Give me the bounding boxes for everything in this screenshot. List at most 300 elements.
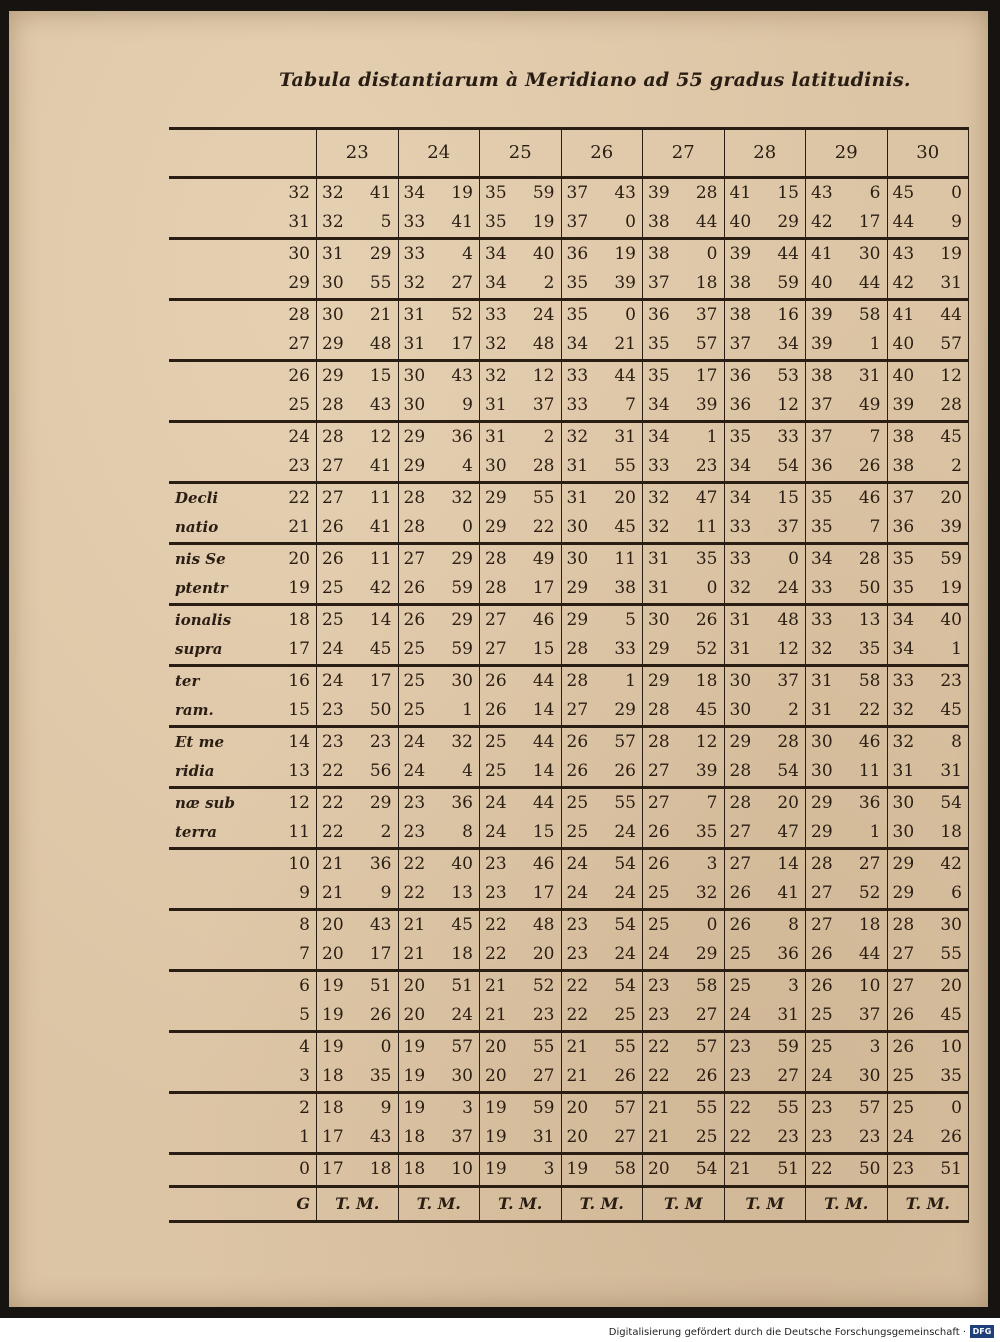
declination-degree: 26: [235, 362, 317, 391]
row-group: [169, 423, 969, 484]
value-minutes: 32: [695, 883, 718, 903]
value-degrees: 24: [403, 761, 426, 781]
value-minutes: 55: [614, 793, 636, 813]
value-cell: [725, 269, 807, 298]
value-degrees: 23: [648, 1005, 670, 1025]
value-cell: [643, 850, 725, 879]
value-cell: [725, 667, 807, 696]
value-minutes: 43: [451, 366, 473, 386]
value-cell: [480, 545, 562, 574]
value-minutes: 50: [369, 700, 392, 720]
value-minutes: 55: [614, 1037, 636, 1057]
value-degrees: 33: [485, 305, 507, 325]
value-cell: [480, 789, 562, 818]
value-minutes: 59: [532, 1098, 555, 1118]
value-cell: [480, 696, 562, 725]
value-cell: [317, 484, 399, 513]
value-cell: [806, 911, 888, 940]
declination-degree: 12: [235, 789, 317, 818]
value-cell: [317, 850, 399, 879]
value-minutes: 42: [369, 578, 392, 598]
value-degrees: 31: [892, 761, 915, 781]
value-degrees: 26: [403, 578, 426, 598]
value-cell: [725, 513, 807, 542]
value-cell: [317, 423, 399, 452]
value-degrees: 25: [566, 793, 589, 813]
value-cell: [317, 696, 399, 725]
declination-degree: 2: [235, 1094, 317, 1123]
header-latitude: 26: [562, 130, 644, 176]
value-degrees: 20: [322, 944, 344, 964]
value-minutes: 2: [788, 700, 799, 720]
value-cell: [399, 423, 481, 452]
value-degrees: 34: [648, 427, 670, 447]
value-minutes: 19: [614, 244, 636, 264]
value-cell: [480, 940, 562, 969]
value-cell: [317, 1001, 399, 1030]
value-minutes: 15: [369, 366, 392, 386]
value-degrees: 19: [322, 1005, 344, 1025]
value-minutes: 32: [451, 488, 473, 508]
value-minutes: 8: [462, 822, 473, 842]
value-minutes: 55: [695, 1098, 718, 1118]
value-cell: [317, 574, 399, 603]
value-minutes: 57: [614, 732, 636, 752]
side-label: [169, 850, 235, 879]
value-degrees: 21: [403, 944, 426, 964]
value-minutes: 27: [695, 1005, 718, 1025]
value-cell: [888, 696, 970, 725]
value-minutes: 9: [951, 212, 962, 232]
value-minutes: 37: [777, 517, 799, 537]
value-degrees: 32: [648, 517, 670, 537]
value-minutes: 39: [695, 761, 718, 781]
value-cell: [643, 818, 725, 847]
value-minutes: 44: [614, 366, 636, 386]
value-cell: [725, 635, 807, 664]
value-minutes: 24: [614, 822, 636, 842]
value-minutes: 36: [858, 793, 881, 813]
value-cell: [643, 911, 725, 940]
value-cell: [643, 1001, 725, 1030]
value-degrees: 30: [892, 822, 915, 842]
value-degrees: 40: [811, 273, 833, 293]
value-degrees: 29: [485, 488, 507, 508]
value-degrees: 20: [566, 1127, 589, 1147]
value-minutes: 59: [777, 273, 799, 293]
side-label: nis Se: [175, 550, 226, 568]
table-row: [169, 696, 969, 725]
value-degrees: 28: [648, 700, 670, 720]
value-cell: [399, 330, 481, 359]
value-cell: [725, 1123, 807, 1152]
row-group: [169, 850, 969, 911]
value-minutes: 12: [777, 639, 799, 659]
value-minutes: 47: [777, 822, 799, 842]
value-minutes: 17: [532, 578, 555, 598]
value-minutes: 29: [451, 549, 473, 569]
value-degrees: 24: [648, 944, 670, 964]
value-cell: [317, 818, 399, 847]
value-degrees: 26: [811, 976, 833, 996]
value-degrees: 25: [892, 1098, 915, 1118]
value-minutes: 31: [858, 366, 881, 386]
value-cell: [562, 911, 644, 940]
value-degrees: 26: [892, 1005, 915, 1025]
value-cell: [562, 301, 644, 330]
value-cell: [317, 757, 399, 786]
value-degrees: 25: [403, 671, 426, 691]
value-degrees: 28: [403, 517, 426, 537]
value-degrees: 34: [729, 488, 752, 508]
book-page: [9, 11, 988, 1307]
value-minutes: 41: [777, 883, 799, 903]
value-cell: [480, 911, 562, 940]
value-degrees: 42: [892, 273, 915, 293]
side-label: [169, 1155, 235, 1185]
value-minutes: 57: [858, 1098, 881, 1118]
value-cell: [888, 728, 970, 757]
value-cell: [562, 423, 644, 452]
value-degrees: 25: [729, 944, 752, 964]
value-degrees: 44: [892, 212, 915, 232]
row-group: [169, 667, 969, 728]
value-cell: [317, 452, 399, 481]
table-row: [169, 484, 969, 513]
value-degrees: 22: [566, 976, 589, 996]
value-degrees: 23: [403, 822, 426, 842]
value-cell: [806, 1062, 888, 1091]
value-cell: [480, 484, 562, 513]
value-minutes: 6: [869, 183, 881, 203]
value-cell: [317, 728, 399, 757]
value-cell: [806, 1094, 888, 1123]
value-degrees: 30: [566, 517, 589, 537]
value-degrees: 27: [403, 549, 426, 569]
value-minutes: 45: [451, 915, 473, 935]
zero-row-group: [169, 1155, 969, 1188]
value-degrees: 38: [648, 212, 670, 232]
value-degrees: 23: [322, 700, 344, 720]
value-cell: [480, 179, 562, 208]
value-minutes: 17: [695, 366, 718, 386]
row-group: [169, 911, 969, 972]
value-minutes: 52: [695, 639, 718, 659]
value-minutes: 48: [369, 334, 392, 354]
value-degrees: 43: [892, 244, 915, 264]
value-degrees: 39: [892, 395, 915, 415]
value-degrees: 26: [485, 671, 507, 691]
side-label: ridia: [175, 762, 215, 780]
value-minutes: 49: [532, 549, 555, 569]
value-cell: [562, 635, 644, 664]
value-minutes: 39: [614, 273, 636, 293]
value-cell: [725, 301, 807, 330]
value-cell: [725, 179, 807, 208]
value-degrees: 31: [811, 671, 833, 691]
value-minutes: 5: [625, 610, 636, 630]
value-cell: [399, 818, 481, 847]
value-cell: [317, 301, 399, 330]
value-cell: [317, 391, 399, 420]
value-cell: [399, 1001, 481, 1030]
value-cell: [399, 1062, 481, 1091]
table-row: [169, 667, 969, 696]
value-cell: [725, 911, 807, 940]
value-degrees: 23: [566, 944, 589, 964]
value-minutes: 35: [695, 822, 718, 842]
value-cell: [480, 452, 562, 481]
value-minutes: 19: [940, 578, 962, 598]
value-degrees: 20: [566, 1098, 589, 1118]
declination-degree: 1: [235, 1123, 317, 1152]
value-cell: [888, 423, 970, 452]
side-label: [169, 330, 235, 359]
value-minutes: 37: [858, 1005, 881, 1025]
value-minutes: 12: [940, 366, 962, 386]
value-cell: [480, 208, 562, 237]
value-minutes: 55: [532, 488, 555, 508]
value-degrees: 21: [485, 1005, 507, 1025]
value-cell: [806, 635, 888, 664]
value-degrees: 30: [892, 793, 915, 813]
table-row: [169, 1094, 969, 1123]
value-degrees: 20: [485, 1066, 507, 1086]
value-minutes: 1: [625, 671, 636, 691]
value-degrees: 33: [403, 244, 426, 264]
value-degrees: 24: [485, 793, 507, 813]
value-minutes: 33: [777, 427, 799, 447]
value-minutes: 26: [614, 761, 636, 781]
value-degrees: 22: [729, 1127, 752, 1147]
value-cell: [806, 818, 888, 847]
value-cell: [562, 574, 644, 603]
value-degrees: 28: [892, 915, 915, 935]
value-minutes: 27: [532, 1066, 555, 1086]
value-cell: [725, 789, 807, 818]
value-minutes: 48: [777, 610, 799, 630]
value-degrees: 22: [729, 1098, 752, 1118]
value-cell: [643, 940, 725, 969]
value-minutes: 51: [940, 1159, 962, 1179]
value-minutes: 41: [451, 212, 473, 232]
value-degrees: 27: [729, 854, 752, 874]
footer-unit-label: T. M.: [562, 1188, 644, 1220]
value-degrees: 31: [403, 305, 426, 325]
value-cell: [399, 1094, 481, 1123]
value-minutes: 30: [451, 1066, 473, 1086]
value-cell: [888, 1094, 970, 1123]
value-degrees: 32: [485, 366, 507, 386]
value-degrees: 29: [892, 854, 915, 874]
value-minutes: 12: [532, 366, 555, 386]
table-row: [169, 911, 969, 940]
value-minutes: 49: [858, 395, 881, 415]
side-label: [169, 301, 235, 330]
value-degrees: 32: [729, 578, 752, 598]
value-degrees: 25: [403, 639, 426, 659]
value-cell: [399, 362, 481, 391]
value-degrees: 18: [403, 1127, 426, 1147]
value-minutes: 44: [532, 732, 555, 752]
value-cell: [725, 940, 807, 969]
value-degrees: 35: [485, 183, 507, 203]
value-cell: [888, 240, 970, 269]
side-label: ionalis: [175, 611, 232, 629]
value-degrees: 34: [485, 273, 507, 293]
value-cell: [806, 391, 888, 420]
value-degrees: 41: [811, 244, 833, 264]
value-cell: [317, 972, 399, 1001]
value-degrees: 33: [403, 212, 426, 232]
value-degrees: 40: [729, 212, 752, 232]
value-degrees: 29: [811, 793, 833, 813]
value-degrees: 25: [729, 976, 752, 996]
value-degrees: 21: [566, 1037, 589, 1057]
value-cell: [888, 208, 970, 237]
value-degrees: 21: [566, 1066, 589, 1086]
value-degrees: 36: [729, 395, 752, 415]
value-degrees: 31: [566, 456, 589, 476]
value-cell: [643, 362, 725, 391]
value-degrees: 24: [322, 639, 344, 659]
table-row: [169, 1033, 969, 1062]
value-degrees: 20: [403, 976, 426, 996]
side-label: [169, 240, 235, 269]
value-cell: [725, 696, 807, 725]
side-label: [169, 423, 235, 452]
value-cell: [888, 452, 970, 481]
value-cell: [399, 850, 481, 879]
value-minutes: 9: [462, 395, 473, 415]
distance-table: [169, 127, 969, 1223]
value-degrees: 34: [566, 334, 589, 354]
value-cell: [643, 513, 725, 542]
value-cell: [643, 391, 725, 420]
value-degrees: 37: [729, 334, 752, 354]
row-group: [169, 789, 969, 850]
value-minutes: 39: [695, 395, 718, 415]
value-cell: [725, 972, 807, 1001]
value-minutes: 59: [777, 1037, 799, 1057]
value-minutes: 20: [940, 976, 962, 996]
value-cell: [399, 240, 481, 269]
side-label: [169, 879, 235, 908]
value-minutes: 18: [695, 273, 718, 293]
value-cell: [643, 789, 725, 818]
value-cell: [643, 606, 725, 635]
value-minutes: 11: [369, 549, 392, 569]
value-degrees: 30: [811, 732, 833, 752]
side-label: [169, 391, 235, 420]
header-latitude: 27: [643, 130, 725, 176]
value-minutes: 29: [777, 212, 799, 232]
value-minutes: 15: [532, 639, 555, 659]
value-minutes: 23: [940, 671, 962, 691]
value-degrees: 21: [322, 883, 344, 903]
value-degrees: 29: [566, 610, 589, 630]
value-minutes: 24: [614, 944, 636, 964]
value-minutes: 35: [369, 1066, 392, 1086]
value-degrees: 42: [811, 212, 833, 232]
value-minutes: 8: [788, 915, 799, 935]
row-group: [169, 545, 969, 606]
value-minutes: 48: [532, 334, 555, 354]
value-degrees: 37: [811, 395, 833, 415]
value-degrees: 33: [648, 456, 670, 476]
value-cell: [399, 1033, 481, 1062]
value-cell: [888, 574, 970, 603]
value-cell: [317, 545, 399, 574]
value-degrees: 28: [566, 639, 589, 659]
value-minutes: 38: [614, 578, 636, 598]
value-minutes: 1: [869, 822, 881, 842]
value-minutes: 34: [777, 334, 799, 354]
side-label: [169, 1033, 235, 1062]
value-cell: [317, 879, 399, 908]
value-minutes: 0: [380, 1037, 392, 1057]
header-latitude: 25: [480, 130, 562, 176]
side-label: [169, 1094, 235, 1123]
value-minutes: 27: [614, 1127, 636, 1147]
value-degrees: 26: [648, 822, 670, 842]
value-minutes: 1: [869, 334, 881, 354]
value-cell: [480, 574, 562, 603]
value-degrees: 17: [322, 1127, 344, 1147]
value-cell: [480, 1033, 562, 1062]
value-minutes: 44: [777, 244, 799, 264]
value-minutes: 43: [369, 1127, 392, 1147]
side-label: terra: [175, 823, 217, 841]
value-cell: [562, 1033, 644, 1062]
value-minutes: 50: [858, 578, 881, 598]
value-cell: [480, 757, 562, 786]
value-minutes: 57: [695, 1037, 718, 1057]
value-minutes: 13: [858, 610, 881, 630]
value-cell: [480, 269, 562, 298]
value-minutes: 54: [777, 456, 799, 476]
value-minutes: 37: [695, 305, 718, 325]
value-minutes: 0: [951, 1098, 962, 1118]
value-cell: [399, 391, 481, 420]
value-minutes: 14: [777, 854, 799, 874]
table-row: [169, 1062, 969, 1091]
value-degrees: 29: [648, 671, 670, 691]
value-degrees: 21: [403, 915, 426, 935]
side-label: [169, 452, 235, 481]
value-cell: [480, 972, 562, 1001]
value-minutes: 57: [940, 334, 962, 354]
value-degrees: 31: [403, 334, 426, 354]
value-minutes: 20: [532, 944, 555, 964]
value-degrees: 36: [892, 517, 915, 537]
value-degrees: 33: [811, 578, 833, 598]
value-cell: [317, 911, 399, 940]
value-minutes: 9: [380, 883, 392, 903]
table-row: [169, 452, 969, 481]
value-degrees: 29: [403, 456, 426, 476]
value-degrees: 32: [485, 334, 507, 354]
value-degrees: 25: [322, 578, 344, 598]
value-minutes: 59: [940, 549, 962, 569]
value-cell: [725, 240, 807, 269]
row-group: [169, 1094, 969, 1155]
value-cell: [317, 667, 399, 696]
value-cell: [643, 972, 725, 1001]
value-degrees: 19: [403, 1066, 426, 1086]
value-minutes: 58: [858, 305, 881, 325]
value-degrees: 31: [485, 395, 507, 415]
